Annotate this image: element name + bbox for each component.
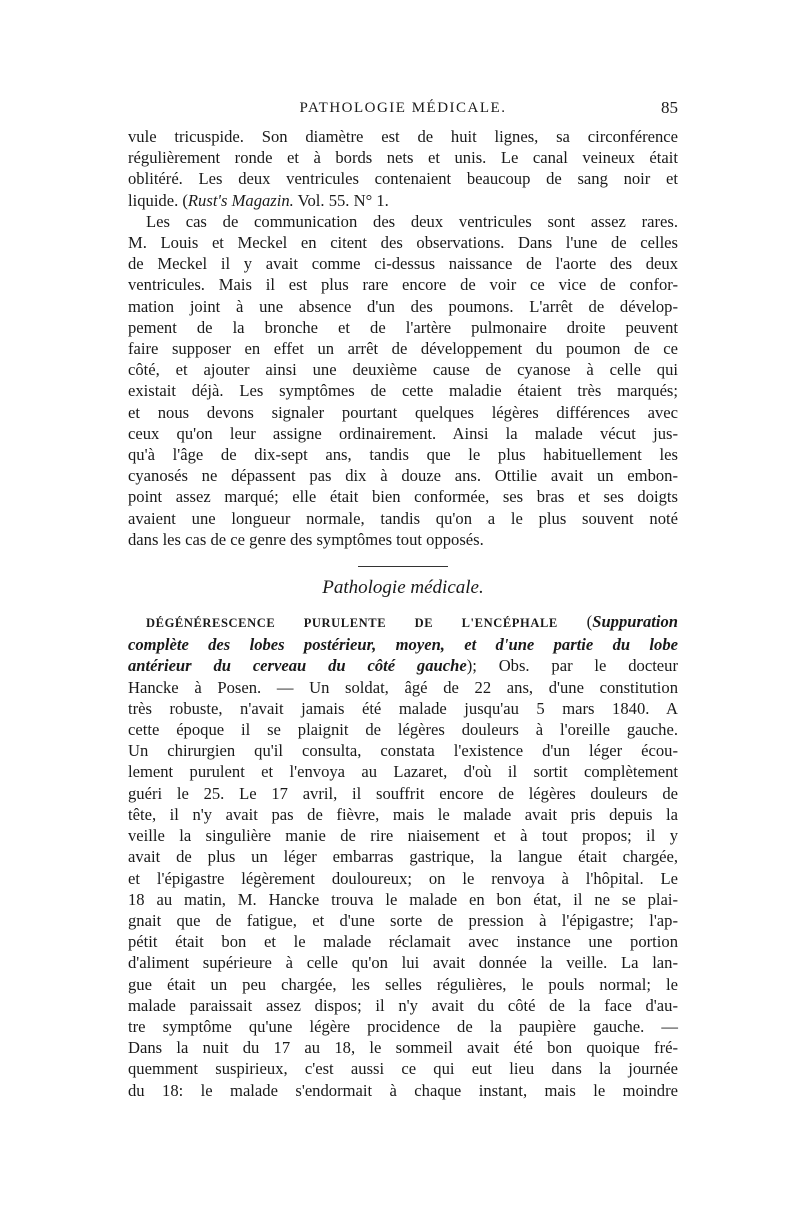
text-line: cyanosés ne dépassent pas dix à douze ans. Ottilie avait un embon- bbox=[128, 466, 678, 486]
text-line: pétit était bon et le malade réclamait avec instance une portion bbox=[128, 932, 678, 952]
text-line: existait déjà. Les symptômes de cette maladie étaient très marqués; bbox=[128, 381, 678, 401]
text-fragment: Vol. 55. N° 1. bbox=[293, 190, 389, 210]
text-fragment: ); Obs. par le docteur bbox=[466, 656, 678, 676]
text-line bbox=[128, 655, 678, 676]
text-line: guéri le 25. Le 17 avril, il souffrit encore de légères douleurs de bbox=[128, 783, 678, 803]
text-line: Les cas de communication des deux ventricules sont assez rares. bbox=[146, 211, 678, 231]
text-line: ventricules. Mais il est plus rare encore de voir ce vice de confor- bbox=[128, 275, 678, 295]
running-header bbox=[128, 96, 678, 126]
text-line: Hancke à Posen. — Un soldat, âgé de 22 ans, d'une constitution bbox=[128, 677, 678, 697]
running-title: PATHOLOGIE MÉDICALE. bbox=[299, 100, 507, 116]
text-line: gnait que de fatigue, et d'une sorte de pression à l'épigastre; l'ap- bbox=[128, 910, 678, 930]
text-line: pement de la bronche et de l'artère pulmonaire droite peuvent bbox=[128, 317, 678, 337]
article-subtitle: antérieur du cerveau du côté gauche bbox=[128, 656, 467, 676]
text-line: vule tricuspide. Son diamètre est de huit lignes, sa circonférence bbox=[128, 127, 678, 146]
article-title-caps: DÉGÉNÉRESCENCE PURULENTE DE L'ENCÉPHALE bbox=[146, 616, 558, 631]
text-line: faire supposer en effet un arrêt de développement du poumon de ce bbox=[128, 339, 678, 359]
paragraph-1 bbox=[128, 126, 678, 211]
text-line: veille la singulière manie de rire niaisement et à tout propos; il y bbox=[128, 826, 678, 846]
text-line: du 18: le malade s'endormait à chaque instant, mais le moindre bbox=[128, 1080, 678, 1100]
text-line: mation joint à une absence d'un des poumons. L'arrêt de dévelop- bbox=[128, 296, 678, 316]
text-line: 18 au matin, M. Hancke trouva le malade en bon état, il ne se plai- bbox=[128, 889, 678, 909]
section-heading: Pathologie médicale. bbox=[322, 577, 484, 599]
text-line: de Meckel il y avait comme ci-dessus naissance de l'aorte des deux bbox=[128, 254, 678, 274]
article-subtitle: complète des lobes postérieur, moyen, et d'une partie du lobe bbox=[128, 635, 678, 655]
text-line: qu'à l'âge de dix-sept ans, tandis que le plus habituellement les bbox=[128, 445, 678, 465]
text-line: oblitéré. Les deux ventricules contenaient beaucoup de sang noir et bbox=[128, 169, 678, 189]
text-line: ceux qu'on leur assigne ordinairement. Ainsi la malade vécut jus- bbox=[128, 423, 678, 443]
text-line: d'aliment supérieure à celle qu'on lui avait donnée la veille. La lan- bbox=[128, 953, 678, 973]
text-line: et nous devons signaler pourtant quelques légères différences avec bbox=[128, 402, 678, 422]
page-number: 85 bbox=[661, 98, 678, 117]
text-line: Dans la nuit du 17 au 18, le sommeil avait été bon quoique fré- bbox=[128, 1038, 678, 1058]
text-line: avaient une longueur normale, tandis qu'on a le plus souvent noté bbox=[128, 508, 678, 528]
text-line bbox=[128, 190, 678, 211]
text-line: Un chirurgien qu'il consulta, constata l'existence d'un léger écou- bbox=[128, 741, 678, 761]
text-line: régulièrement ronde et à bords nets et unis. Le canal veineux était bbox=[128, 148, 678, 168]
text-line: point assez marqué; elle était bien conformée, ses bras et ses doigts bbox=[128, 487, 678, 507]
text-line: avait de plus un léger embarras gastrique, la langue était chargée, bbox=[128, 847, 678, 867]
text-line bbox=[128, 611, 678, 634]
text-line: malade paraissait assez dispos; il n'y avait du côté de la face d'au- bbox=[128, 995, 678, 1015]
text-line: côté, et ajouter ainsi une deuxième cause de cyanose à celle qui bbox=[128, 360, 678, 380]
text-line: tête, il n'y avait pas de fièvre, mais le malade avait pris depuis la bbox=[128, 804, 678, 824]
text-line: cette époque il se plaignit de légères douleurs à l'oreille gauche. bbox=[128, 720, 678, 740]
article-subtitle: Suppuration bbox=[592, 612, 678, 632]
text-line: tre symptôme qu'une légère procidence de la paupière gauche. — bbox=[128, 1016, 678, 1036]
book-page bbox=[128, 96, 678, 1101]
text-line: lement purulent et l'envoya au Lazaret, d'où il sortit complètement bbox=[128, 762, 678, 782]
text-line: gue était un peu chargée, les selles régulières, le pouls normal; le bbox=[128, 974, 678, 994]
section-divider bbox=[358, 566, 448, 567]
paragraph-3 bbox=[128, 611, 678, 1101]
text-fragment: ( bbox=[557, 612, 593, 632]
text-fragment: liquide. ( bbox=[128, 190, 188, 210]
text-line: et l'épigastre légèrement douloureux; on le renvoya à l'hôpital. Le bbox=[128, 868, 678, 888]
paragraph-2 bbox=[128, 211, 678, 550]
text-line: M. Louis et Meckel en citent des observations. Dans l'une de celles bbox=[128, 233, 678, 253]
text-line: dans les cas de ce genre des symptômes tout opposés. bbox=[128, 529, 484, 549]
text-line: très robuste, n'avait jamais été malade jusqu'au 5 mars 1840. A bbox=[128, 698, 678, 718]
text-line: quemment suspirieux, c'est aussi ce qui eut lieu dans la journée bbox=[128, 1059, 678, 1079]
journal-title: Rust's Magazin. bbox=[187, 190, 294, 210]
